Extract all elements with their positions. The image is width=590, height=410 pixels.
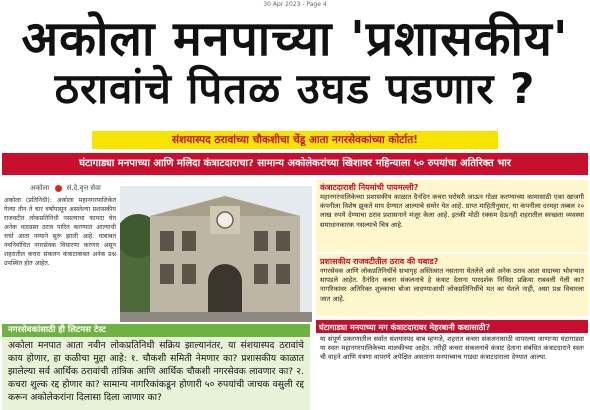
section-ghanta-gadi: [316, 320, 588, 410]
left-column-text: अकोला (प्रतिनिधी): अकोला महानगरपालिकेत गेल्या तीन ते चार वर्षांपासून असलेल्या प्रशासकीय राजवटीत लोकप्रतिनिधी नसल्याचा फायदा घेत अनेक वादग्रस्त ठराव पारित करण्यात आल्याची चर्चा आता नव्याने सुरू झाली आहे. याबाबत नवनिर्वाचित नगरसेवक विचारणा करणार असून शहरातील कचरा संकलन कंत्राटाबाबत अनेक प्रश्न उपस्थित होत आहेत.: [4, 197, 116, 267]
kicker-yellow: संशयास्पद ठरावांच्या चौकशीचा चेंडू आता नगरसेवकांच्या कोर्टात!: [92, 131, 498, 149]
headline-line-1: अकोला मनपाच्या 'प्रशासकीय': [21, 11, 569, 67]
section-1-subhead: कंत्राटदाराशी नियमांची पायमल्ली?: [320, 183, 419, 192]
section-administrative-rule: [316, 254, 588, 316]
section-3-subhead: घंटागाड्या मनपाच्या मग कंत्राटदारावर मेहरबानी कशासाठी?: [316, 322, 588, 333]
section-3-text: या संपूर्ण प्रकरणातील सर्वात संशयास्पद बाब म्हणजे, शहरात कचरा संकलनासाठी वापरल्या जाणाऱ्या घंटागाड्या या स्वतः महानगरपालिकेच्या मालकीच्या आहेत. तरीही कचरा संकलनाचे कंत्राट देताना संबंधित कंत्राटदाराने स्वतः ची वाहने आणि यंत्रणा वापरणे अपेक्षित असताना मनपाच्याच गाड्या कंत्राटदाराला देण्यात आल्या.: [320, 335, 584, 362]
byline-place: अकोला: [30, 184, 50, 192]
section-2-text: नगरसेवक आणि लोकप्रतिनिधींचे सभागृह अस्तित्वात नसताना घेतलेले असे अनेक ठराव आता वादाच्या भोवऱ्यात सापडले आहेत. दैनंदिन कचरा संकलनाचे हे कंत्राट देताना पारदर्शक निविदा प्रक्रिया राबवली गेली का? नागरिकांवर अतिरिक्त शुल्काचा बोजा लादण्याआधी लोकप्रतिनिधींचे मत का घेतले नाही, असा प्रश्न विचारला जात आहे.: [320, 267, 584, 303]
litmus-test-text: अकोला मनपात आता नवीन लोकप्रतिनिधी सक्रिय झाल्यानंतर, या संशयास्पद ठरावांचे काय होणार, हा कळीचा मुद्दा आहे: १. चौकशी समिती नेमणार का? प्रशासकीय काळात झालेल्या सर्व आर्थिक ठरावांची तांत्रिक आणि आर्थिक चौकशी नगरसेवक लावणार का? २. कचरा शुल्क रद्द होणार का? सामान्य नागरिकांकडून होणारी ५० रुपयांची जाचक वसुली रद्द करून अकोलेकरांना दिलासा दिला जाणार का?: [8, 340, 304, 403]
municipal-building-photo: [120, 186, 312, 322]
page-date-strip: 30 Apr 2023 - Page 4: [263, 1, 327, 8]
byline-reporter: सं.दे.वृत्त सेवा: [66, 184, 101, 192]
newspaper-logo-icon: [55, 185, 62, 192]
byline: [30, 184, 101, 193]
section-2-subhead: प्रशासकीय राजवटीतील ठराव की घबाड?: [320, 257, 439, 266]
litmus-test-box: [2, 324, 310, 410]
kicker-red: घंटागाड्या मनपाच्या आणि मलिदा कंत्राटदाराचा? सामान्य अकोलेकरांच्या खिशावर महिन्याला ५० रुपयांचा अतिरिक्त भार: [2, 153, 588, 175]
section-1-text: महानगरपालिकेच्या प्रशासकीय काळात दैनंदिन कचरा घरोघरी जाऊन गोळा करण्याच्या कामासाठी एका खाजगी कंपनीला विशेष झुकते माप देण्यात आल्याचे समोर येत आहे. प्राप्त माहितीनुसार, या कंपनीला दरमहा तब्बल २० लाख रुपये देण्याचा ठराव प्रशासनाने मंजूर केला आहे. इतकी मोठी रक्कम देऊनही शहरातील स्वच्छता व्यवस्था समाधानकारक नसल्याचे चित्र आहे.: [320, 193, 584, 229]
headline-line-2: ठरावांचे पितळ उघड पडणार ?: [54, 64, 536, 113]
building-illustration: [120, 186, 312, 322]
section-contractor-rules: [316, 180, 588, 252]
litmus-test-title: नगरसेवकांसाठी ही लिटमस टेस्ट: [2, 324, 310, 337]
